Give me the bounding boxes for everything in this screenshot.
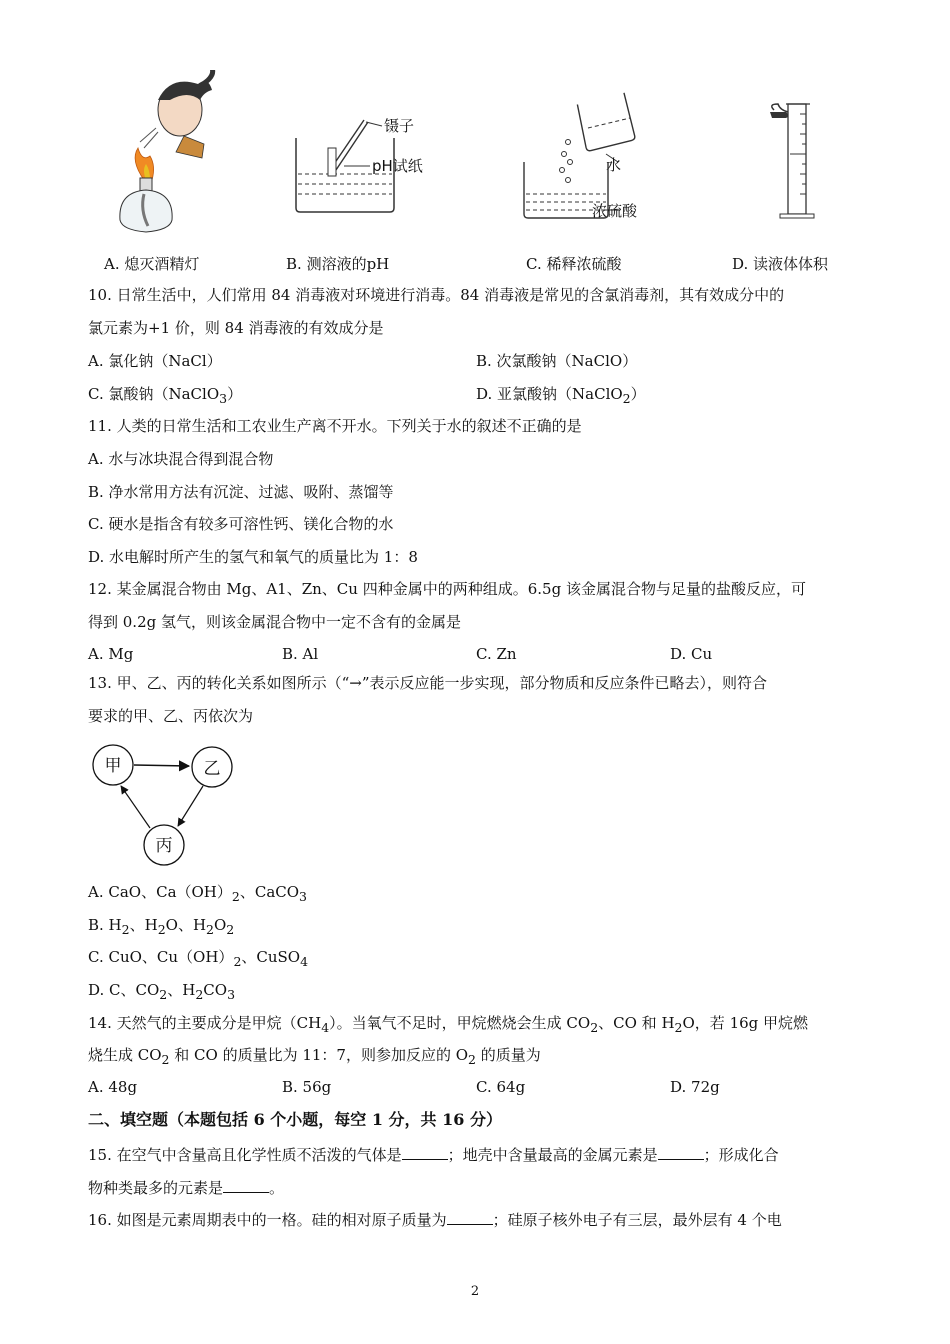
q10-option-d: D. 亚氯酸钠（NaClO$_2$）: [476, 385, 646, 406]
q9-option-c: C. 稀释浓硫酸: [526, 255, 622, 273]
q15-line1: 15. 在空气中含量高且化学性质不活泼的气体是 ；地壳中含量最高的金属元素是 ；形成化合: [88, 1146, 779, 1164]
label-tweezers: 镊子: [384, 117, 415, 135]
section-fill-in-heading: 二、填空题（本题包括 6 个小题，每空 1 分，共 16 分）: [88, 1110, 502, 1129]
q9-option-b: B. 测溶液的pH: [286, 255, 390, 273]
q14-stem-line1: 14. 天然气的主要成分是甲烷$(CH_4)$。当氧气不足时，甲烷燃烧会生成 $CO_2$、CO 和 $H_2O$，若 16g 甲烷燃: [88, 1014, 809, 1035]
arrow-bing-to-jia: [121, 786, 150, 828]
arrow-yi-to-bing: [178, 786, 203, 826]
node-bing-label: 丙: [155, 836, 173, 856]
q11-option-c: C. 硬水是指含有较多可溶性钙、镁化合物的水: [88, 515, 394, 533]
q11-option-a: A. 水与冰块混合得到混合物: [88, 450, 274, 468]
q10-option-c: C. 氯酸钠（NaClO$_3$）: [88, 385, 243, 406]
node-yi-label: 乙: [203, 759, 221, 779]
q12-option-b: B. Al: [282, 645, 319, 663]
q14-stem-line2: 烧生成 $CO_2$ 和 CO 的质量比为 11：7，则参加反应的 $O_2$ 的质量为: [88, 1046, 541, 1067]
q9-figure-row: [100, 70, 860, 240]
arrow-jia-to-yi: [134, 765, 189, 766]
q11-stem: 11. 人类的日常生活和工农业生产离不开水。下列关于水的叙述不正确的是: [88, 417, 582, 435]
q15-blank-1[interactable]: [402, 1145, 448, 1160]
q12-option-d: D. Cu: [670, 645, 713, 663]
q12-option-a: A. Mg: [88, 645, 134, 663]
q13-option-a: A. CaO、$Ca(OH)_2$、CaCO$_3$: [88, 883, 307, 904]
q13-option-c: C. CuO、$Cu(OH)_2$、CuSO$_4$: [88, 948, 309, 969]
q16-blank-1[interactable]: [447, 1210, 493, 1225]
q9-option-a: A. 熄灭酒精灯: [104, 255, 200, 273]
q12-stem-line2: 得到 0.2g 氢气，则该金属混合物中一定不含有的金属是: [88, 613, 461, 631]
q10-option-a: A. 氯化钠（NaCl）: [88, 352, 222, 370]
q10-stem-line2: 氯元素为+1 价，则 84 消毒液的有效成分是: [88, 319, 384, 337]
q15-blank-2[interactable]: [658, 1145, 704, 1160]
q16-line1: 16. 如图是元素周期表中的一格。硅的相对原子质量为 ；硅原子核外电子有三层，最外层有 4 个电: [88, 1211, 782, 1229]
q13-option-b: B. $H_2$、$H_2O$、$H_2O_2$: [88, 916, 235, 937]
q10-option-b: B. 次氯酸钠（NaClO）: [476, 352, 638, 370]
q10-stem-line1: 10. 日常生活中，人们常用 84 消毒液对环境进行消毒。84 消毒液是常见的含氯消毒剂，其有效成分中的: [88, 286, 785, 304]
q14-option-d: D. 72g: [670, 1078, 720, 1096]
q13-option-d: D. C、$CO_2$、$H_2CO_3$: [88, 981, 236, 1002]
q14-option-c: C. 64g: [476, 1078, 526, 1096]
figure-d-cylinder: [770, 104, 814, 218]
q11-option-b: B. 净水常用方法有沉淀、过滤、吸附、蒸馏等: [88, 483, 394, 501]
node-jia-label: 甲: [104, 756, 122, 776]
label-ph-paper: pH试纸: [372, 157, 423, 175]
q11-option-d: D. 水电解时所产生的氢气和氧气的质量比为 1：8: [88, 548, 418, 566]
figure-a-alcohol-lamp: [120, 70, 213, 232]
label-water: 水: [606, 156, 622, 174]
q14-option-a: A. 48g: [88, 1078, 138, 1096]
q12-option-c: C. Zn: [476, 645, 517, 663]
q13-stem-line2: 要求的甲、乙、丙依次为: [88, 707, 254, 725]
q13-conversion-diagram: [86, 738, 246, 868]
q14-option-b: B. 56g: [282, 1078, 332, 1096]
q9-option-d: D. 读液体体积: [732, 255, 829, 273]
q15-blank-3[interactable]: [223, 1178, 269, 1193]
q15-line2: 物种类最多的元素是 。: [88, 1179, 285, 1197]
label-sulfuric-acid: 浓硫酸: [592, 202, 638, 220]
page-number: 2: [470, 1284, 480, 1299]
q12-stem-line1: 12. 某金属混合物由 Mg、A1、Zn、Cu 四种金属中的两种组成。6.5g 该金属混合物与足量的盐酸反应，可: [88, 580, 806, 598]
q13-stem-line1: 13. 甲、乙、丙的转化关系如图所示（“→”表示反应能一步实现，部分物质和反应条件已略去），则符合: [88, 674, 768, 692]
